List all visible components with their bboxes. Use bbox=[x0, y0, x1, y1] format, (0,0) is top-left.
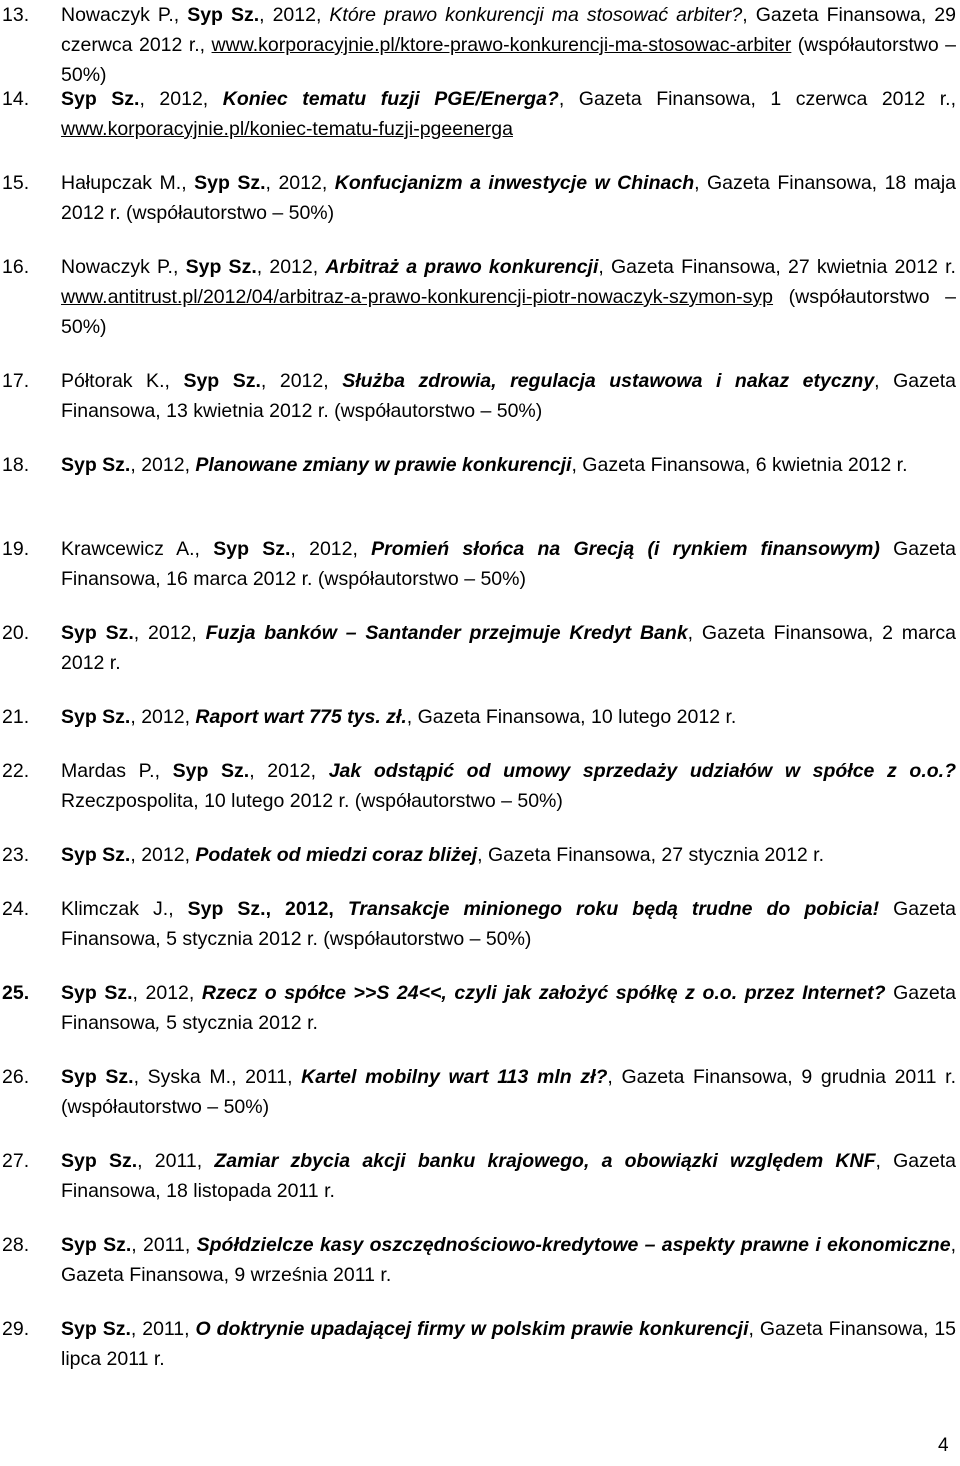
citation-segment: (współautorstwo – 50%) bbox=[61, 286, 956, 338]
citation-segment: , 2011, bbox=[131, 1234, 197, 1256]
citation-title: Fuzja banków – Santander przejmuje Kredyt Bank bbox=[205, 622, 688, 644]
citation-segment: , 2012, bbox=[133, 622, 206, 644]
list-item-number: 15. bbox=[2, 172, 30, 194]
citation-segment: , 2012, bbox=[130, 706, 196, 728]
citation-segment: , Gazeta Finansowa, 27 kwietnia 2012 r. bbox=[598, 256, 956, 278]
citation-segment: Gazeta Finansowa bbox=[61, 982, 956, 1034]
citation-text bbox=[61, 1230, 956, 1290]
list-item-number: 19. bbox=[2, 538, 30, 560]
citation-author: Syp Sz. bbox=[61, 1234, 132, 1256]
citation-title: Kartel mobilny wart 113 mln zł? bbox=[301, 1066, 608, 1088]
list-item-number: 22. bbox=[2, 760, 30, 782]
citation-segment: , 2012, bbox=[130, 844, 196, 866]
list-item-number: 28. bbox=[2, 1234, 30, 1256]
citation-title: O doktrynie upadającej firmy w polskim prawie konkurencji bbox=[195, 1318, 749, 1340]
citation-segment: , 2012, bbox=[260, 370, 343, 392]
citation-segment: , Gazeta Finansowa, 2 marca 2012 r. bbox=[61, 622, 956, 674]
citation-author: Syp Sz. bbox=[61, 982, 133, 1004]
list-item-number: 14. bbox=[2, 88, 30, 110]
citation-author: Syp Sz. bbox=[61, 88, 140, 110]
citation-text bbox=[61, 84, 956, 144]
citation-segment: Krawcewicz A., bbox=[61, 538, 214, 560]
citation-author: Syp Sz. bbox=[194, 172, 266, 194]
citation-title: Rzecz o spółce >>S 24<<, czyli jak założyć spółkę z o.o. przez Internet? bbox=[201, 982, 886, 1004]
citation-segment: , Gazeta Finansowa, 27 stycznia 2012 r. bbox=[477, 844, 825, 866]
citation-title: Promień słońca na Grecją (i rynkiem finansowym) bbox=[371, 538, 880, 560]
list-item-number: 26. bbox=[2, 1066, 30, 1088]
citation-segment: Nowaczyk P., bbox=[61, 256, 186, 278]
citation-segment: , Gazeta Finansowa, 29 czerwca 2012 r., bbox=[61, 4, 956, 56]
citation-author: Syp Sz. bbox=[61, 706, 131, 728]
list-item-number: 21. bbox=[2, 706, 30, 728]
citation-text bbox=[61, 978, 956, 1038]
citation-segment: , 2012, bbox=[139, 88, 223, 110]
citation-text bbox=[61, 534, 956, 594]
citation-text bbox=[61, 618, 956, 678]
citation-author: Syp Sz. bbox=[61, 622, 134, 644]
citation-title: Arbitraż a prawo konkurencji bbox=[325, 256, 599, 278]
page-number: 4 bbox=[938, 1435, 949, 1456]
citation-link[interactable]: www.korporacyjnie.pl/koniec-tematu-fuzji-pgeenerga bbox=[61, 118, 513, 140]
citation-segment: , Syska M., 2011, bbox=[133, 1066, 302, 1088]
citation-title: Transakcje minionego roku będą trudne do pobicia! bbox=[347, 898, 880, 920]
citation-author: , 2012, bbox=[265, 898, 348, 920]
citation-segment: , Gazeta Finansowa, 18 maja 2012 r. (współautorstwo – 50%) bbox=[61, 172, 957, 224]
citation-segment: , 2012, bbox=[290, 538, 372, 560]
citation-author: Syp Sz. bbox=[61, 844, 131, 866]
citation-author: Syp Sz. bbox=[213, 538, 291, 560]
citation-author: Syp Sz. bbox=[187, 898, 266, 920]
citation-title: Podatek od miedzi coraz bliżej bbox=[195, 844, 478, 866]
list-item-number: 17. bbox=[2, 370, 30, 392]
citation-segment: Gazeta Finansowa, 16 marca 2012 r. (współautorstwo – 50%) bbox=[61, 538, 956, 590]
citation-segment: Półtorak K., bbox=[61, 370, 184, 392]
list-item-number: 27. bbox=[2, 1150, 30, 1172]
citation-author: Syp Sz. bbox=[185, 256, 257, 278]
citation-text bbox=[61, 1314, 956, 1374]
citation-segment: , 2011, bbox=[130, 1318, 196, 1340]
list-item-number: 20. bbox=[2, 622, 30, 644]
citation-author: Syp Sz. bbox=[187, 4, 260, 26]
citation-text bbox=[61, 840, 956, 870]
list-item-number: 16. bbox=[2, 256, 30, 278]
list-item-number: 18. bbox=[2, 454, 30, 476]
citation-title: Spółdzielcze kasy oszczędnościowo-kredytowe – aspekty prawne i ekonomiczne bbox=[196, 1234, 951, 1256]
citation-text bbox=[61, 252, 956, 342]
citation-segment: Nowaczyk P., bbox=[61, 4, 188, 26]
citation-segment: 5 stycznia 2012 r. bbox=[160, 1012, 318, 1034]
citation-text bbox=[61, 756, 956, 816]
citation-title: Koniec tematu fuzji PGE/Energa? bbox=[222, 88, 559, 110]
citation-segment: Rzeczpospolita, 10 lutego 2012 r. (współautorstwo – 50%) bbox=[61, 790, 563, 812]
citation-segment: , Gazeta Finansowa, 18 listopada 2011 r. bbox=[61, 1150, 956, 1202]
citation-text bbox=[61, 168, 956, 228]
citation-segment: , Gazeta Finansowa, 10 lutego 2012 r. bbox=[406, 706, 737, 728]
citation-title: Które prawo konkurencji ma stosować arbiter? bbox=[329, 4, 743, 26]
citation-segment: Klimczak J., bbox=[61, 898, 188, 920]
citation-segment: (współautorstwo – 50%) bbox=[61, 34, 957, 86]
citation-title: Jak odstąpić od umowy sprzedaży udziałów w spółce z o.o.? bbox=[328, 760, 956, 782]
citation-title: , bbox=[155, 1012, 161, 1034]
citation-text bbox=[61, 366, 956, 426]
citation-text bbox=[61, 894, 956, 954]
citation-segment: Hałupczak M., bbox=[61, 172, 195, 194]
citation-segment: , Gazeta Finansowa, 13 kwietnia 2012 r. (współautorstwo – 50%) bbox=[61, 370, 956, 422]
citation-author: Syp Sz. bbox=[61, 1318, 131, 1340]
citation-segment: Gazeta Finansowa, 5 stycznia 2012 r. (współautorstwo – 50%) bbox=[61, 898, 957, 950]
citation-link[interactable]: www.korporacyjnie.pl/ktore-prawo-konkurencji-ma-stosowac-arbiter bbox=[211, 34, 792, 56]
citation-author: Syp Sz. bbox=[183, 370, 261, 392]
citation-author: Syp Sz. bbox=[61, 454, 131, 476]
citation-segment: , 2012, bbox=[249, 760, 329, 782]
citation-text bbox=[61, 450, 956, 480]
citation-segment: , 2012, bbox=[130, 454, 196, 476]
citation-title: Raport wart 775 tys. zł. bbox=[195, 706, 407, 728]
list-item-number: 25. bbox=[2, 982, 30, 1004]
citation-segment: , Gazeta Finansowa, 15 lipca 2011 r. bbox=[61, 1318, 957, 1370]
citation-segment: , 2012, bbox=[132, 982, 202, 1004]
citation-text bbox=[61, 1146, 956, 1206]
citation-segment: , 2012, bbox=[256, 256, 326, 278]
citation-title: Konfucjanizm a inwestycje w Chinach bbox=[334, 172, 695, 194]
citation-segment: , Gazeta Finansowa, 9 września 2011 r. bbox=[61, 1234, 956, 1286]
citation-title: Planowane zmiany w prawie konkurencji bbox=[195, 454, 572, 476]
citation-segment: , 2012, bbox=[259, 4, 330, 26]
citation-segment: Mardas P., bbox=[61, 760, 173, 782]
citation-author: Syp Sz. bbox=[61, 1066, 134, 1088]
citation-segment: , 2012, bbox=[265, 172, 335, 194]
citation-link[interactable]: www.antitrust.pl/2012/04/arbitraz-a-prawo-konkurencji-piotr-nowaczyk-szymon-syp bbox=[61, 286, 774, 308]
citation-segment: , Gazeta Finansowa, 1 czerwca 2012 r., bbox=[558, 88, 956, 110]
citation-author: Syp Sz. bbox=[172, 760, 250, 782]
list-item-number: 23. bbox=[2, 844, 30, 866]
citation-text bbox=[61, 702, 956, 732]
list-item-number: 29. bbox=[2, 1318, 30, 1340]
citation-author: Syp Sz. bbox=[61, 1150, 138, 1172]
citation-segment: , Gazeta Finansowa, 9 grudnia 2011 r. (współautorstwo – 50%) bbox=[61, 1066, 957, 1118]
citation-title: Służba zdrowia, regulacja ustawowa i nakaz etyczny bbox=[342, 370, 875, 392]
citation-segment: , Gazeta Finansowa, 6 kwietnia 2012 r. bbox=[571, 454, 908, 476]
citation-text bbox=[61, 0, 956, 90]
citation-segment: , 2011, bbox=[137, 1150, 215, 1172]
citation-title: Zamiar zbycia akcji banku krajowego, a obowiązki względem KNF bbox=[214, 1150, 876, 1172]
list-item-number: 24. bbox=[2, 898, 30, 920]
citation-text bbox=[61, 1062, 956, 1122]
list-item-number: 13. bbox=[2, 4, 30, 26]
